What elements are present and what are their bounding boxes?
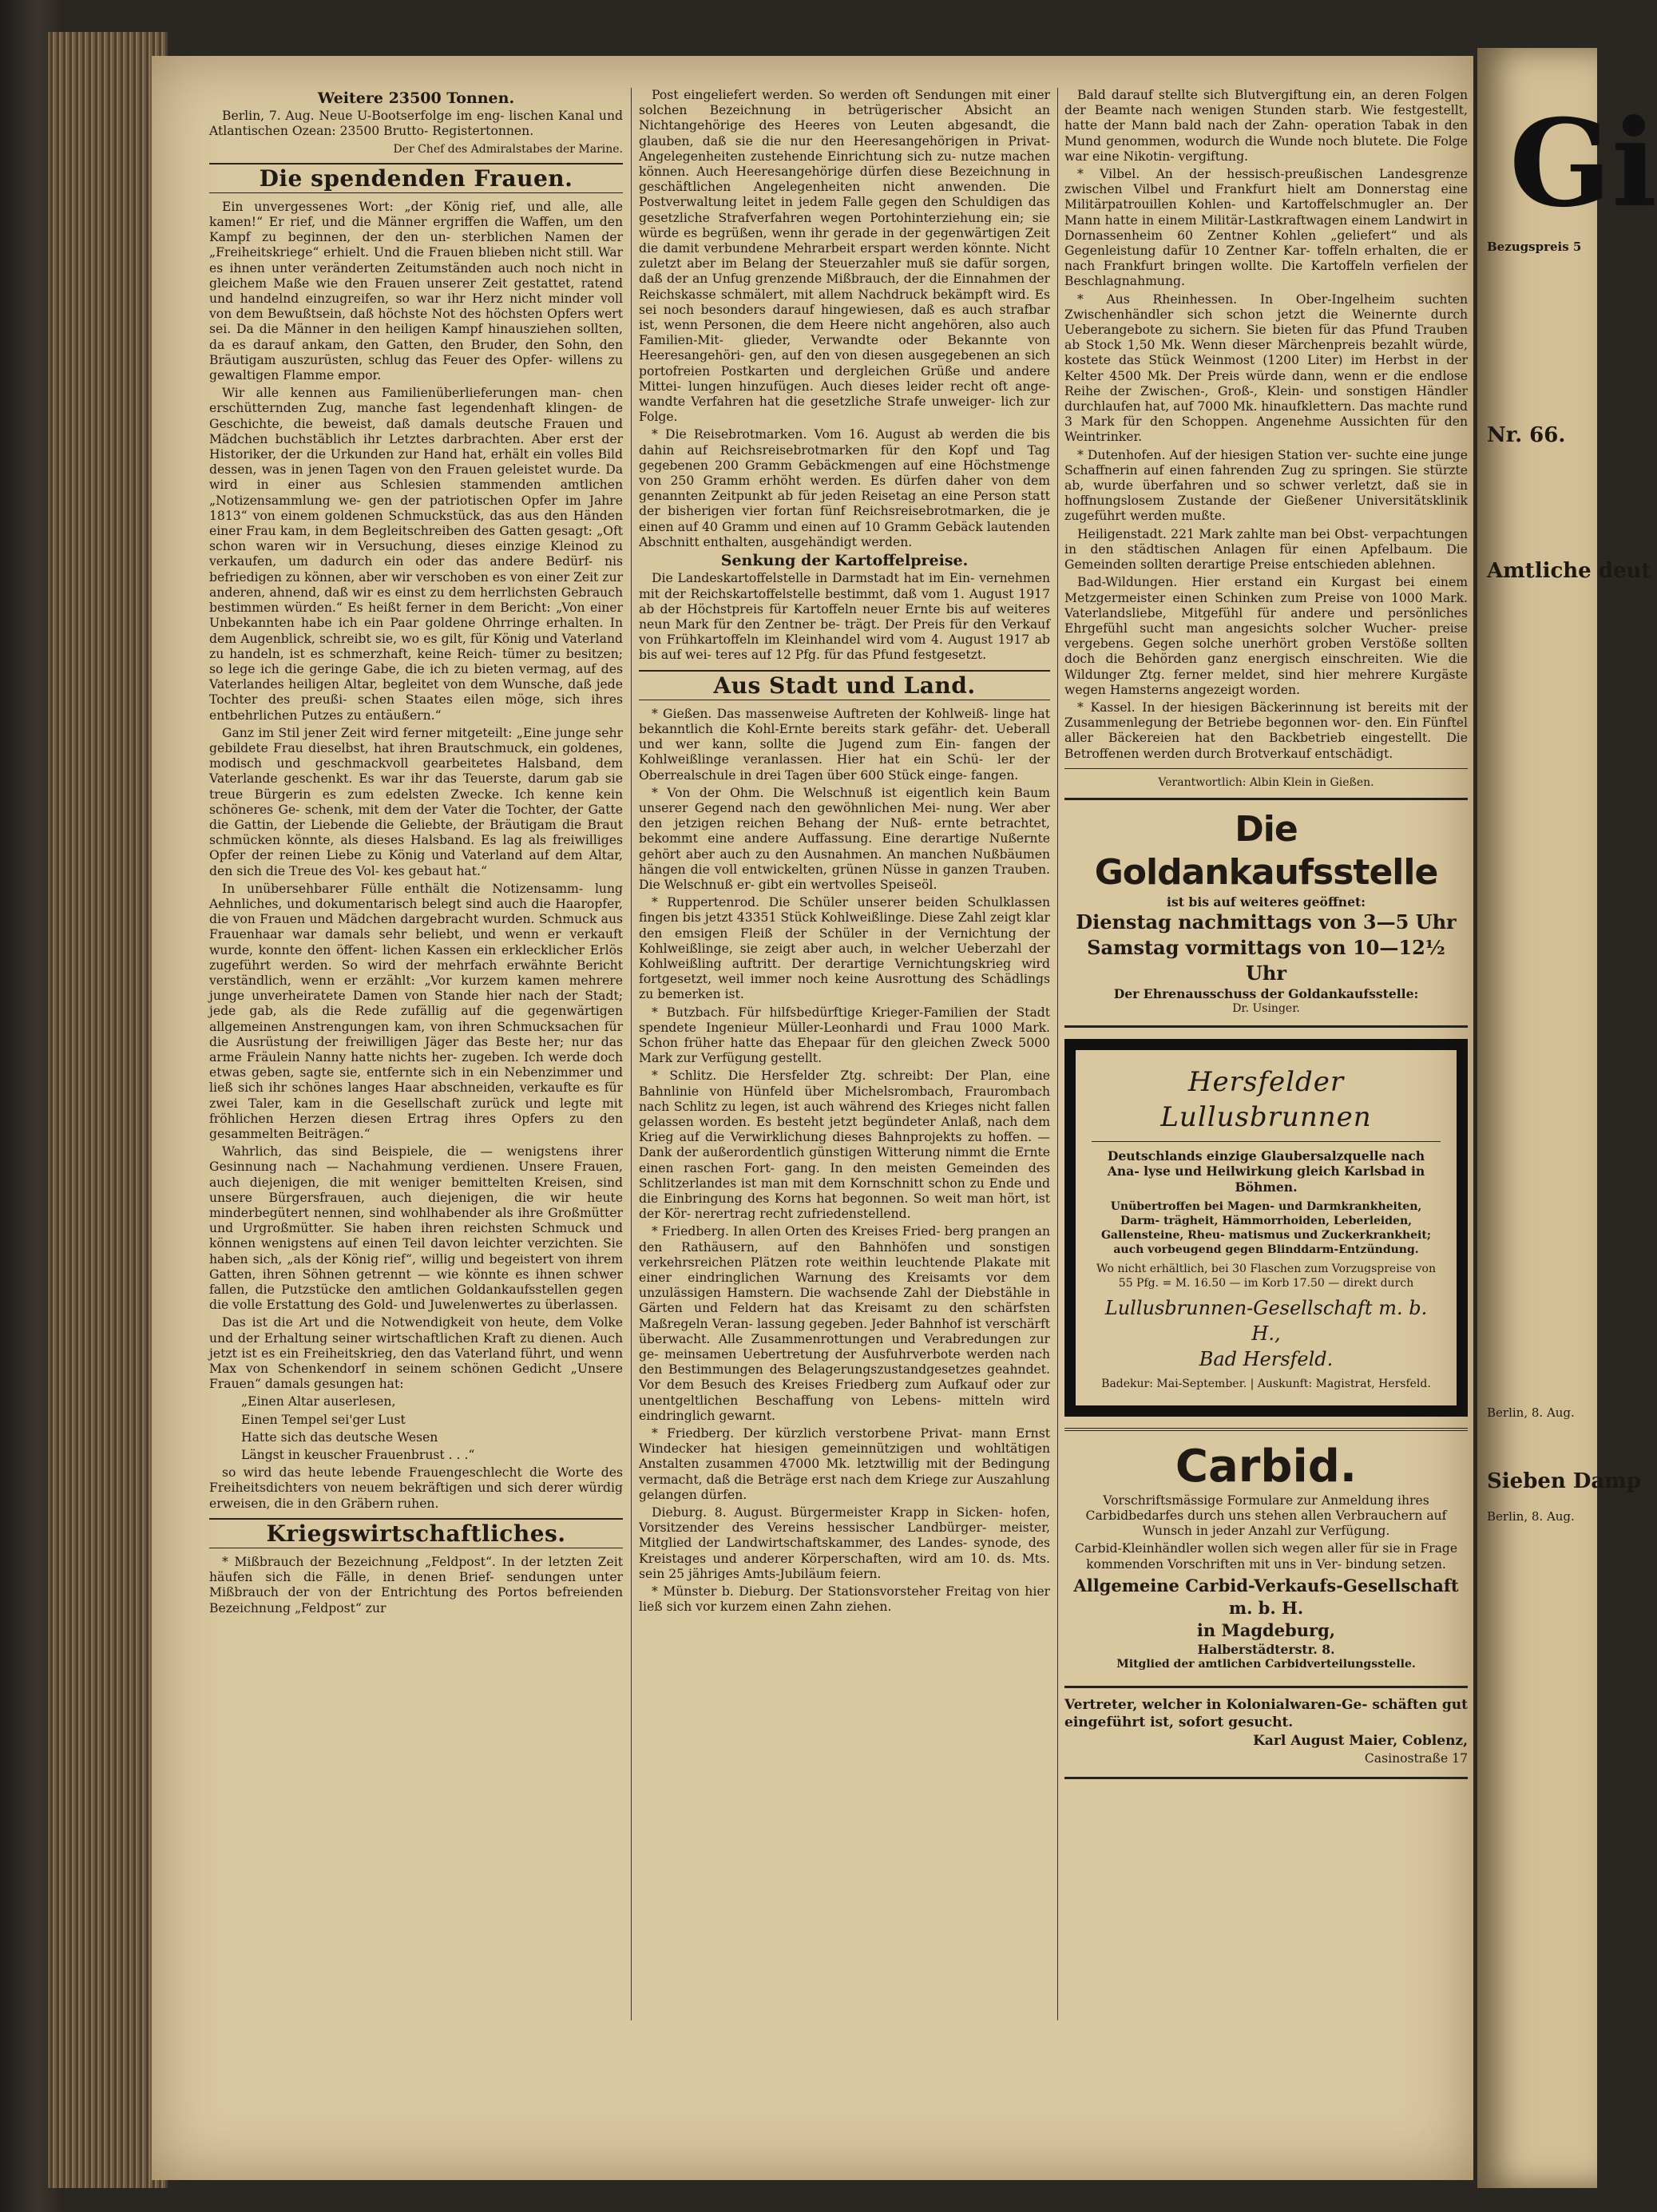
poem-line: Hatte sich das deutsche Wesen xyxy=(241,1429,438,1445)
separator xyxy=(209,192,623,193)
ad-title: Hersfelder Lullusbrunnen xyxy=(1160,1066,1372,1134)
poem-line: Einen Tempel sei'ger Lust xyxy=(241,1412,406,1427)
ad-line: Vorschriftsmässige Formulare zur Anmeldung ihres Carbidbedarfes durch uns stehen allen Verbrauchern auf Wunsch in jeder Anzahl zur Verfügung. xyxy=(1085,1493,1447,1539)
ad-line: Carbid-Kleinhändler wollen sich wegen aller für sie in Frage kommenden Vorschriften mit uns in Ver- bindung setzen. xyxy=(1074,1541,1458,1572)
ad-vertreter xyxy=(1064,1686,1468,1779)
headline-fragment: Amtliche deut xyxy=(1487,559,1651,583)
headline-kartoffelpreise: Senkung der Kartoffelpreise. xyxy=(720,552,969,570)
ad-committee: Der Ehrenausschuss der Goldankaufsstelle: xyxy=(1113,985,1419,1001)
separator xyxy=(639,670,1050,672)
paragraph: Dieburg. 8. August. Bürgermeister Krapp in Sicken- hofen, Vorsitzender des Vereins hessischer Landbürger- meister, Mitglied der Landwirtschaftskammer, des Landes- synode, des Kreistages und anderer Körperschaften, wird am 10. ds. Mts. sein 25 jähriges Amts-Jubiläum feiern. xyxy=(639,1505,1050,1581)
paragraph: Bald darauf stellte sich Blutvergiftung ein, an deren Folgen der Beamte nach wenigen Stunden starb. Wie festgestellt, hatte der Mann bald nach der Zahn- operation Tabak in den Mund genommen, wodurch die Wunde noch blutete. Die Folge war eine Nikotin- vergiftung. xyxy=(1064,88,1468,164)
paragraph: Wahrlich, das sind Beispiele, die — wenigstens ihrer Gesinnung nach — Nachahmung verdienen. Unsere Frauen, auch diejenigen, die mit weniger bemittelten Kreisen, sind unsere Bürgersfrauen, auch diejenigen, die wir heute minderbegütert nennen, sind wohlhabender als ihre Großmütter und Urgroßmütter. Sie haben ihren reichsten Schmuck und können wenigstens auf einen Teil davon leichter verzichten. Sie haben sich, „als der König rief“, willig und begeistert von ihrem Gatten, ihren Söhnen getrennt — wie könnte es ihnen schwer fallen, die Putzstücke den amtlichen Goldankaufsstellen gegen die volle Erstattung des Gold- und Juwelenwertes zu überlassen. xyxy=(209,1144,623,1313)
separator xyxy=(1064,768,1468,769)
next-page-fragment xyxy=(1477,48,1657,2188)
ad-address: Halberstädterstr. 8. xyxy=(1197,1641,1335,1657)
headline-frauen: Die spendenden Frauen. xyxy=(259,165,573,192)
paragraph: * Ruppertenrod. Die Schüler unserer beiden Schulklassen fingen bis jetzt 43351 Stück Kohlweißlinge. Diese Zahl zeigt klar den emsigen Fleiß der Schüler in der Vernichtung der Kohlweißlinge, sie zeigt aber auch, in welcher Ueberzahl der Kohlweißling auftritt. Der derartige Vernichtungskrieg wird fortgesetzt, weil immer noch keine Ausrottung des Schädlings zu bemerken ist. xyxy=(639,895,1050,1002)
ad-title: Carbid. xyxy=(1175,1440,1358,1493)
ad-line: Deutschlands einzige Glaubersalzquelle nach Ana- lyse und Heilwirkung gleich Karlsbad in Böhmen. xyxy=(1107,1148,1425,1195)
paragraph: so wird das heute lebende Frauengeschlecht die Worte des Freiheitsdichters von neuem bekräftigen und sich derer würdig erweisen, die in den Gräbern ruhen. xyxy=(209,1465,623,1511)
ad-company: Allgemeine Carbid-Verkaufs-Gesellschaft m. b. H. xyxy=(1073,1575,1459,1618)
paragraph: Das ist die Art und die Notwendigkeit von heute, dem Volke und der Erhaltung seiner wirtschaftlichen Kraft zu dienen. Auch jetzt ist es ein Freiheitskrieg, den das Vaterland führt, und wenn Max von Schenkendorf in seinem schönen Gedicht „Unsere Frauen“ damals gesungen hat: xyxy=(209,1315,623,1392)
article-u-boat: Berlin, 7. Aug. Neue U-Bootserfolge im eng- lischen Kanal und Atlantischen Ozean: 23500 Brutto- Registertonnen. xyxy=(209,109,623,139)
responsible-editor: Verantwortlich: Albin Klein in Gießen. xyxy=(1158,775,1374,789)
paragraph: * Schlitz. Die Hersfelder Ztg. schreibt: Der Plan, eine Bahnlinie von Hünfeld über Michelsrombach, Fraurombach nach Schlitz zu legen, ist auch während des Krieges nicht fallen gelassen worden. Es besteht jetzt begündeter Anlaß, nach dem Krieg auf die Verwirklichung dieses Bahnprojekts zu hoffen. — Dank der außerordentlich günstigen Witterung nimmt die Ernte einen raschen Fort- gang. In den meisten Gemeinden des Schlitzerlandes ist man mit dem Kornschnitt schon zu Ende und die Einbringung des Korns hat begonnen. So weit man hört, ist der Kör- nerertrag recht zufriedenstellend. xyxy=(639,1068,1050,1222)
paragraph: * Von der Ohm. Die Welschnuß ist eigentlich kein Baum unserer Gegend nach den gewöhnlichen Mei- nung. Wer aber den jetzigen reichen Behang der Nuß- ernte betrachtet, bekommt eine andere Auffassung. Eine derartige Nußernte gehört aber auch zu den Ausnahmen. An manchen Nußbäumen hängen die voll entwickelten, grünen Nüsse in ganzen Trauben. Die Welschnuß er- gibt ein wertvolles Speiseöl. xyxy=(639,785,1050,892)
ad-town: in Magdeburg, xyxy=(1196,1619,1336,1640)
page-edges xyxy=(48,32,168,2188)
column-3 xyxy=(1064,88,1468,2036)
headline-fragment: Sieben Damp xyxy=(1487,1469,1641,1493)
paragraph: * Gießen. Das massenweise Auftreten der Kohlweiß- linge hat bekanntlich die Kohl-Ernte bereits stark gefähr- det. Ueberall und wer kann, sollte die Jugend zum Ein- fangen der Kohlweißlinge veranlassen. Hier hat ein Schü- ler der Oberrealschule in drei Tagen über 600 Stück einge- fangen. xyxy=(639,706,1050,783)
ad-line: Wo nicht erhältlich, bei 30 Flaschen zum Vorzugspreise von 55 Pfg. = M. 16.50 — im Korb 17.50 — direkt durch xyxy=(1096,1262,1436,1290)
ad-member: Mitglied der amtlichen Carbidverteilungsstelle. xyxy=(1116,1657,1416,1671)
headline-u-boat: Weitere 23500 Tonnen. xyxy=(317,89,515,107)
ad-line: Unübertroffen bei Magen- und Darmkrankheiten, Darm- trägheit, Hämmorrhoiden, Leberleiden, Gallensteine, Rheu- matismus und Zuckerkrankheit; auch vorbeugend gegen Blinddarm-Entzündung. xyxy=(1100,1199,1432,1256)
ad-subtitle: ist bis auf weiteres geöffnet: xyxy=(1167,894,1366,910)
text-fragment: Berlin, 8. Aug. xyxy=(1487,1405,1575,1420)
paragraph: Wir alle kennen aus Familienüberlieferungen man- chen erschütternden Zug, manche fast legendenhaft klingen- de Geschichte, die beweist, daß damals deutsche Frauen und Mädchen buchstäblich ihr Letztes darbrachten. Aber erst der Historiker, der die Urkunden zur Hand hat, erhält ein volles Bild dessen, was in jenen Tagen von den Frauen geleistet wurde. Da wird in einer aus Schlesien stammenden amtlichen „Notizensammlung we- gen der patriotischen Opfer im Jahre 1813“ von einem goldenen Schmuckstück, das aus den Händen einer Frau kam, in dem Begleitschreiben des Gatten gesagt: „Oft schon waren wir in Versuchung, dieses einzige Kleinod zu verkaufen, um dadurch ein oder das andere Bedürf- nis befriedigen zu können, aber wir verschoben es von einer Zeit zur anderen, ahnend, daß wir es einst zu dem herrlichsten Gebrauch bestimmen würden.“ Es heißt ferner in dem Bericht: „Von einer Unbekannten habe ich ein Paar goldene Ohrringe erhalten. In dem Augenblick, schreibt sie, wo es gilt, für König und Vaterland zu handeln, ist es schmerzhaft, keine Reich- tümer zu besitzen; so lege ich die geringe Gabe, die ich zu bieten vermag, auf des Vaterlandes heiligen Altar, begleitet von dem Wunsche, daß jede Tochter des preußi- schen Staates eilen möge, sich ihres entbehrlichen Putzes zu entäußern.“ xyxy=(209,386,623,723)
paragraph: Post eingeliefert werden. So werden oft Sendungen mit einer solchen Bezeichnung in betrügerischer Absicht an Nichtangehörige des Heeres von Leuten abgesandt, die glauben, daß sie die nur den Heeresangehörigen in Privat-Angelegenheiten zustehende Einrichtung sich zu- nutze machen können. Auch Heeresangehörige dürfen diese Bezeichnung in geschäftlichen Angelegenheiten nicht anwenden. Die Postverwaltung leitet in jedem Falle gegen den Schuldigen das gesetzliche Strafverfahren wegen Portohinterziehung ein; sie würde es begrüßen, wenn ihr gerade in der gegenwärtigen Zeit die damit verbundene Mehrarbeit erspart werden könnte. Nicht zuletzt aber im Belang der Steuerzahler muß sie dafür sorgen, daß der an Unfug grenzende Mißbrauch, der die Einnahmen der Reichskasse schmälert, mit allem Nachdruck bekämpft wird. Es sei noch besonders darauf hingewiesen, daß es auch strafbar ist, wenn Personen, die dem Heere nicht angehören, also auch Familien-Mit- glieder, Verwandte oder Bekannte von Heeresangehöri- gen, auf den von diesen ausgegebenen an sich portofreien Postkarten und dergleichen Grüße und andere Mittei- lungen hinzufügen. Auch dieses leider recht oft ange- wandte Verfahren hat die gesetzliche Strafe unweiger- lich zur Folge. xyxy=(639,88,1050,425)
ad-town: Bad Hersfeld. xyxy=(1199,1347,1334,1370)
ad-goldankaufsstelle xyxy=(1064,798,1468,1028)
paragraph: * Dutenhofen. Auf der hiesigen Station ver- suchte eine junge Schaffnerin auf einen fahrenden Zug zu springen. Sie stürzte ab, wurde überfahren und so schwer verletzt, daß sie in hoffnungslosem Zustande der Gießener Universitätsklinik zugeführt werden mußte. xyxy=(1064,447,1468,524)
paragraph: * Aus Rheinhessen. In Ober-Ingelheim suchten Zwischenhändler sich schon jetzt die Weinernte durch Ueberangebote zu sichern. Sie bieten für das Pfund Trauben ab Stock 1,50 Mk. Wenn dieser Märchenpreis bezahlt würde, kostete das Stück Weinmost (1200 Liter) im Herbst in der Kelter 4500 Mk. Der Preis würde dann, wenn er die endlose Reihe der Zwischen-, Groß-, Klein- und sonstigen Händler durchlaufen hat, auf 7000 Mk. hinaufklettern. Das machte rund 3 Mark für den Schoppen. Angenehme Aussichten für den Weintrinker. xyxy=(1064,291,1468,445)
paragraph: * Friedberg. Der kürzlich verstorbene Privat- mann Ernst Windecker hat hiesigen gemeinnützigen und wohltätigen Anstalten zusammen 47000 Mk. letztwillig mit der Bedingung vermacht, daß die Beträge erst nach dem Kriege zur Auszahlung gelangen dürfen. xyxy=(639,1426,1050,1502)
paragraph: * Münster b. Dieburg. Der Stationsvorsteher Freitag von hier ließ sich vor kurzem einen Zahn ziehen. xyxy=(639,1584,1050,1615)
paragraph: * Die Reisebrotmarken. Vom 16. August ab werden die bis dahin auf Reichsreisebrotmarken für den Kopf und Tag gegebenen 200 Gramm Gebäckmengen auf eine Höchstmenge von 250 Gramm erhöht werden. Es dürfen daher von dem genannten Zeitpunkt ab für jeden Reisetag an eine Person statt der bisherigen vier fortan fünf Reichsreisebrotmarken, die je einen auf 40 Gramm und einen auf 10 Gramm Gebäck lautenden Abschnitt enthalten, ausgehändigt werden. xyxy=(639,427,1050,549)
paragraph: Die Landeskartoffelstelle in Darmstadt hat im Ein- vernehmen mit der Reichskartoffelstelle bestimmt, daß vom 1. August 1917 ab der Höchstpreis für Kartoffeln neuer Ernte bis auf weiteres neun Mark für den Zentner be- trägt. Der Preis für den Verkauf von Frühkartoffeln im Kleinhandel wird vom 4. August 1917 ab bis auf wei- teres auf 12 Pfg. für das Pfund festgesetzt. xyxy=(639,571,1050,663)
paragraph: * Vilbel. An der hessisch-preußischen Landesgrenze zwischen Vilbel und Frankfurt hielt am Donnerstag eine Militärpatrouillen Kohlen- und Kartoffelschmugler an. Der Mann hatte in einem Militär-Lastkraftwagen einem Landwirt in Dornassenheim 60 Zentner Kohlen „geliefert“ und als Gegenleistung dafür 10 Zentner Kar- toffeln erhalten, die er nach Frankfurt bringen wollte. Die Kartoffeln verfielen der Beschlagnahmung. xyxy=(1064,167,1468,289)
headline-kriegswirtschaftliches: Kriegswirtschaftliches. xyxy=(266,1520,566,1547)
ad-info: Badekur: Mai-September. | Auskunft: Magistrat, Hersfeld. xyxy=(1101,1377,1431,1390)
separator xyxy=(209,1518,623,1520)
price-fragment: Bezugspreis 5 xyxy=(1487,240,1582,254)
ad-hours-saturday: Samstag vormittags von 10—12½ Uhr xyxy=(1087,935,1445,985)
ad-carbid xyxy=(1064,1428,1468,1676)
paragraph: * Kassel. In der hiesigen Bäckerinnung ist bereits mit der Zusammenlegung der Betriebe begonnen wor- den. Ein Fünftel aller Bäckereien hat den Backbetrieb eingestellt. Die Betroffenen werden durch Brotverkauf entschädigt. xyxy=(1064,700,1468,761)
column-rule xyxy=(1057,88,1058,2020)
paragraph: * Butzbach. Für hilfsbedürftige Krieger-Familien der Stadt spendete Ingenieur Müller-Leonhardi und Frau 1000 Mark. Schon früher hatte das Ehepaar für den gleichen Zweck 5000 Mark zur Verfügung gestellt. xyxy=(639,1005,1050,1066)
ad-lullusbrunnen xyxy=(1064,1039,1468,1417)
ad-hours-tuesday: Dienstag nachmittags von 3—5 Uhr xyxy=(1076,910,1457,934)
paragraph: * Friedberg. In allen Orten des Kreises Fried- berg prangen an den Rathäusern, auf den Bahnhöfen und sonstigen verkehrsreichen Plätzen rote weithin leuchtende Plakate mit einer eindringlichen Warnung des Kreisamts vor dem unzulässigen Hamstern. Die wachsende Zahl der Diebstähle in Gärten und Feldern hat das Kreisamt zu den schärfsten Maßregeln Veran- lassung gegeben. Jeder Bahnhof ist verschärft überwacht. Alle Zusammenrottungen und Verabredungen zur ge- meinsamen Uebertretung der Ausfuhrverbote werden nach den Bestimmungen des Belagerungszustandgesetzes geahndet. Vor dem Besuch des Kreises Friedberg zum Aufkauf oder zur unentgeltlichen Beschaffung von Lebens- mitteln wird eindringlich gewarnt. xyxy=(639,1224,1050,1423)
paragraph: Ein unvergessenes Wort: „der König rief, und alle, alle kamen!“ Er rief, und die Männer ergriffen die Waffen, um den Kampf zu beginnen, der den un- sterblichen Namen der „Freiheitskriege“ erhielt. Und die Frauen blieben nicht still. War es ihnen unter veränderten Zeitumständen auch noch nicht in gleichem Maße wie den Frauen unserer Zeit gestattet, ratend und handelnd einzugreifen, so war ihr Herz nicht minder voll von dem Bewußtsein, daß höchste Not des höchsten Opfers wert sei. Da die Männer in den heiligen Kampf hinausziehen sollten, da es darauf ankam, den Gatten, den Bruder, den Sohn, den Bräutigam auszurüsten, schlug das Feuer des Opfer- willens zu gewaltigen Flamme empor. xyxy=(209,199,623,383)
column-rule xyxy=(631,88,632,2020)
paragraph: Bad-Wildungen. Hier erstand ein Kurgast bei einem Metzgermeister einen Schinken zum Preise von 1000 Mark. Vaterlandsliebe, Mitgefühl für andere und persönliches Ehrgefühl sucht man angesichts solcher Wucher- preise vergebens. Gegen solche unerhört groben Verstöße sollten doch die Behörden ganz energisch einschreiten. Wie die Wildunger Ztg. ferner meldet, sind hier mehrere Kurgäste wegen Hamsterns angezeigt worden. xyxy=(1064,575,1468,697)
poem-line: Längst in keuscher Frauenbrust . . .“ xyxy=(241,1448,475,1463)
column-2 xyxy=(639,88,1050,2036)
headline-stadt-und-land: Aus Stadt und Land. xyxy=(713,672,976,699)
ad-line: Vertreter, welcher in Kolonialwaren-Ge- schäften gut eingeführt ist, sofort gesucht. xyxy=(1064,1696,1468,1730)
separator xyxy=(209,163,623,165)
ad-company: Lullusbrunnen-Gesellschaft m. b. H., xyxy=(1104,1296,1428,1345)
poem-line: „Einen Altar auserlesen, xyxy=(241,1394,396,1409)
issue-number: Nr. 66. xyxy=(1487,423,1566,447)
paragraph: Heiligenstadt. 221 Mark zahlte man bei Obst- verpachtungen in den städtischen Anlagen für einen Apfelbaum. Die Gemeinden sollten derartige Preise entschieden ablehnen. xyxy=(1064,526,1468,573)
paragraph: In unübersehbarer Fülle enthält die Notizensamm- lung Aehnliches, und dokumentarisch belegt sind auch die Haaropfer, die von Frauen und Mädchen dargebracht wurden. Schmuck aus Frauenhaar war damals sehr beliebt, und wenn er verkauft wurde, konnte den öffent- lichen Kassen ein erklecklicher Erlös zugeführt werden. So wird der mehrfach erwähnte Bericht verständlich, wenn er erzählt: „Vor kurzem kamen mehrere junge unverheiratete Damen von Stande hier nach der Stadt; jede gab, als die Rede zufällig auf die gegenwärtigen allgemeinen Anstrengungen kam, von ihren Schmucksachen für die Ausrüstung der freiwilligen Jäger das Beste her; nur das arme Fräulein Nanny hatte nichts her- zugeben. Ich werde doch etwas geben, sagte sie, entfernte sich in ein Nebenzimmer und ließ sich ihr schönes langes Haar abschneiden, verkaufte es für zwei Taler, kam in die Gesellschaft zurück und legte mit fröhlichen Herzen diesen Ertrag ihres Opfers zu den gesammelten Beiträgen.“ xyxy=(209,881,623,1141)
ad-signature: Dr. Usinger. xyxy=(1232,1002,1300,1016)
paragraph: * Mißbrauch der Bezeichnung „Feldpost“. In der letzten Zeit häufen sich die Fälle, in denen Brief- sendungen unter Mißbrauch der von der Entrichtung des Portos befreienden Bezeichnung „Feldpost“ zur xyxy=(209,1555,623,1615)
ad-address: Casinostraße 17 xyxy=(1364,1751,1468,1766)
column-1 xyxy=(209,88,623,2036)
ad-title: Die Goldankaufsstelle xyxy=(1094,808,1438,893)
u-boat-signature: Der Chef des Admiralstabes der Marine. xyxy=(393,142,623,156)
paragraph: Ganz im Stil jener Zeit wird ferner mitgeteilt: „Eine junge sehr gebildete Frau dieselbst, hat ihren Brautschmuck, ein goldenes, modisch und geschmackvoll gearbeitetes Halsband, dem Vaterlande geschenkt. Es war ihr das Teuerste, darum gab sie treue Bürgerin es zum edelsten Zwecke. Ich kenne kein schöneres Ge- schenk, mit dem der Vater die Tochter, der Gatte die Gattin, der Liebende die Geliebte, der Bräutigam die Braut schmücken könnte, als dieses Halsband. Es lag als freiwilliges Opfer der reinen Liebe zu König und Vaterland auf dem Altar, den sich die Treue des Vol- kes gebaut hat.“ xyxy=(209,725,623,878)
separator xyxy=(1092,1141,1441,1142)
masthead-fragment: Gi xyxy=(1509,93,1657,234)
ad-name: Karl August Maier, Coblenz, xyxy=(1253,1732,1468,1749)
text-fragment: Berlin, 8. Aug. xyxy=(1487,1509,1575,1524)
